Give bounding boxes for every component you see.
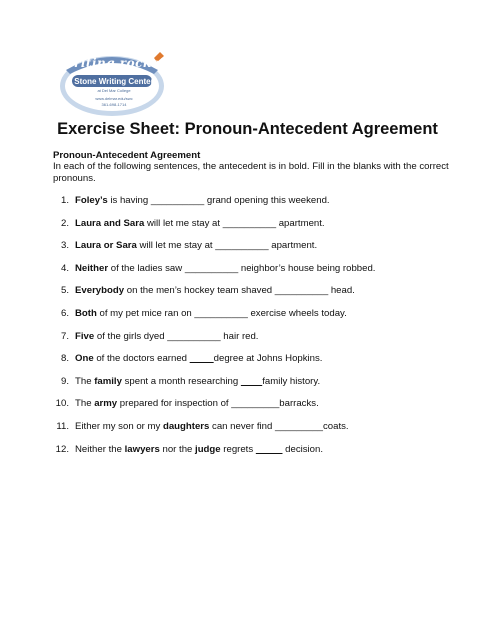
sentence-text: The bbox=[75, 375, 95, 387]
sentence-text: will let me stay at __________ apartment. bbox=[136, 240, 318, 252]
sentence-text: of the doctors earned bbox=[93, 353, 190, 365]
sentence-text: will let me stay at __________ apartment. bbox=[144, 217, 325, 229]
antecedent: One bbox=[75, 353, 94, 365]
exercise-item bbox=[53, 353, 322, 364]
sentence-text: degree at Johns Hopkins. bbox=[213, 353, 323, 365]
sentence-text: Neither the bbox=[75, 443, 125, 455]
logo-url: www.delmar.edu/swc bbox=[95, 96, 133, 101]
sentence-text: is having __________ grand opening this weekend. bbox=[107, 195, 330, 206]
exercise-number: 7. bbox=[60, 330, 69, 342]
stone-writing-center-logo bbox=[58, 50, 170, 120]
logo-center-name: Stone Writing Center bbox=[74, 77, 154, 86]
exercise-number: 3. bbox=[60, 240, 69, 252]
sentence-text: regrets bbox=[220, 443, 256, 455]
antecedent: Five bbox=[75, 330, 95, 342]
sentence-text: nor the bbox=[159, 443, 196, 455]
antecedent: Both bbox=[75, 308, 97, 319]
sentence-text: prepared for inspection of _________barracks. bbox=[117, 398, 319, 410]
exercise-number: 11. bbox=[56, 421, 69, 432]
antecedent: army bbox=[94, 398, 118, 410]
exercise-number: 8. bbox=[60, 353, 69, 365]
fill-in-blank bbox=[190, 353, 214, 364]
exercise-item bbox=[53, 240, 317, 251]
exercise-item bbox=[53, 376, 320, 387]
exercise-item bbox=[53, 308, 347, 319]
logo-phone: 361-698-1714 bbox=[101, 102, 127, 107]
antecedent: judge bbox=[195, 443, 221, 455]
section-heading: Pronoun-Antecedent Agreement bbox=[53, 150, 201, 161]
exercise-number: 2. bbox=[60, 217, 69, 229]
sentence-text: family history. bbox=[262, 375, 321, 387]
exercise-number: 10. bbox=[55, 398, 69, 410]
sentence-text: Either my son or my bbox=[75, 421, 163, 432]
exercise-number: 9. bbox=[60, 375, 69, 387]
antecedent: family bbox=[94, 375, 122, 387]
sentence-text: The bbox=[75, 398, 95, 410]
exercise-number: 1. bbox=[60, 195, 69, 206]
antecedent: Laura or Sara bbox=[75, 240, 137, 252]
exercise-item bbox=[53, 444, 323, 455]
exercise-item bbox=[53, 421, 349, 432]
exercise-item bbox=[53, 398, 319, 409]
antecedent: daughters bbox=[162, 421, 210, 432]
antecedent: lawyers bbox=[124, 443, 160, 455]
fill-in-blank bbox=[256, 444, 283, 455]
exercise-number: 6. bbox=[60, 308, 69, 319]
exercise-item bbox=[53, 218, 325, 229]
antecedent: Foley’s bbox=[75, 195, 108, 206]
sentence-text: of the ladies saw __________ neighbor’s house being robbed. bbox=[108, 262, 376, 274]
logo-college: at Del Mar College bbox=[97, 88, 131, 93]
exercise-number: 5. bbox=[60, 285, 69, 297]
exercise-number: 4. bbox=[60, 262, 69, 274]
exercise-item bbox=[53, 195, 330, 206]
antecedent: Laura and Sara bbox=[75, 217, 145, 229]
sentence-text: of my pet mice ran on __________ exercise wheels today. bbox=[96, 308, 347, 319]
logo-script-text: writing rocks! bbox=[63, 56, 165, 70]
exercise-item bbox=[53, 263, 375, 274]
antecedent: Everybody bbox=[75, 285, 125, 297]
sentence-text: on the men’s hockey team shaved __________ head. bbox=[124, 285, 355, 297]
sentence-text: can never find _________coats. bbox=[209, 421, 349, 432]
sentence-text: of the girls dyed __________ hair red. bbox=[94, 330, 259, 342]
exercise-item bbox=[53, 331, 258, 342]
exercise-number: 12. bbox=[55, 443, 69, 455]
instructions: In each of the following sentences, the antecedent is in bold. Fill in the blanks with the correct pronouns. bbox=[53, 161, 449, 184]
antecedent: Neither bbox=[75, 262, 109, 274]
sentence-text: spent a month researching bbox=[121, 375, 241, 387]
page-title: Exercise Sheet: Pronoun-Antecedent Agreement bbox=[57, 120, 438, 138]
fill-in-blank bbox=[241, 376, 262, 387]
sentence-text: decision. bbox=[282, 443, 324, 455]
exercise-item bbox=[53, 285, 355, 296]
